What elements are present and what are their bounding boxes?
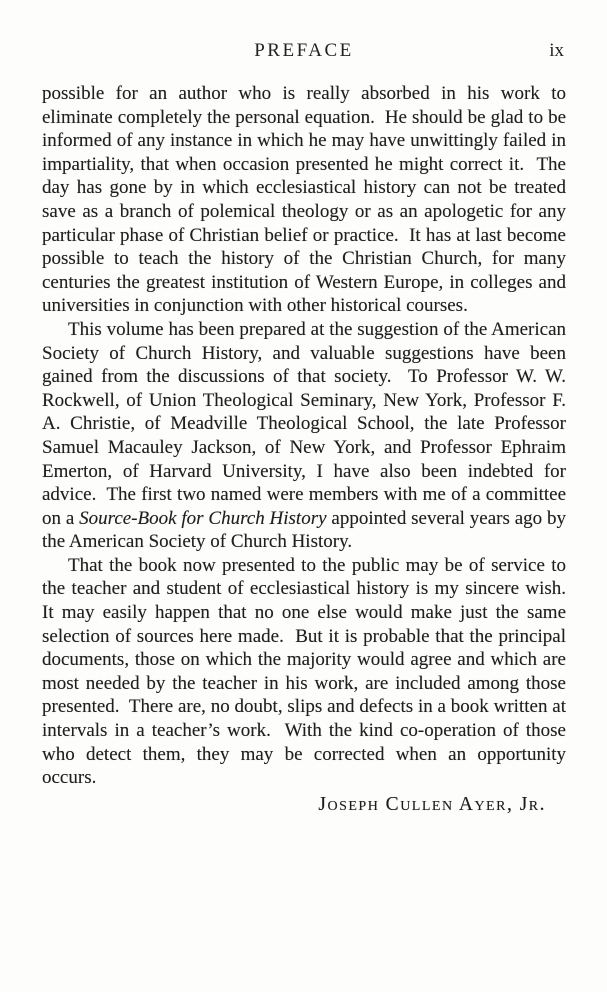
paragraph-1: possible for an author who is really absorbed in his work to eliminate completely the personal equation. He should be glad to be informed of any instance in which he may have unwittingly failed in impartiality, that when occasion presented he might correct it. The day has gone by in which ecclesiastical history can not be treated save as a branch of polemical theology or as an apologetic for any particular phase of Christian belief or practice. It has at last become possible to teach the history of the Christian Church, for many centuries the greatest institution of Western Europe, in colleges and universities in conjunction with other historical courses. [42, 83, 571, 317]
author-signature: Joseph Cullen Ayer, Jr. [318, 793, 546, 815]
paragraph-3: That the book now presented to the public may be of service to the teacher and student of ecclesiastical history is my sincere wish. It may easily happen that no one else would make just the same selection of sources here made. But it is probable that the principal documents, those on which the majority would agree and which are most needed by the teacher in his work, are included among those presented. There are, no doubt, slips and defects in a book written at intervals in a teacher’s work. With the kind co-operation of those who detect them, they may be corrected when an opportunity occurs. [42, 554, 576, 789]
running-title: PREFACE [254, 40, 354, 61]
paragraph-2-text-post: appointed several years ago by the American Society of Church History. [42, 507, 571, 553]
paragraph-2-text-pre: This volume has been prepared at the suggestion of the American Society of Church History, and valuable suggestions have been gained from the discussions of that society. To Professor W. W. Rockwell, of Union Theological Seminary, New York, Professor F. A. Christie, of Meadville Theological School, the late Professor Samuel Macauley Jackson, of New York, and Professor Ephraim Emerton, of Harvard University, I have also been indebted for advice. The first two named were members with me of a committee on a [42, 318, 571, 529]
text-block [42, 82, 576, 817]
book-title-italic: Source-Book for Church History [79, 507, 327, 529]
page-header [42, 40, 566, 64]
paragraph-2 [42, 318, 571, 554]
page-number: ix [549, 40, 564, 61]
